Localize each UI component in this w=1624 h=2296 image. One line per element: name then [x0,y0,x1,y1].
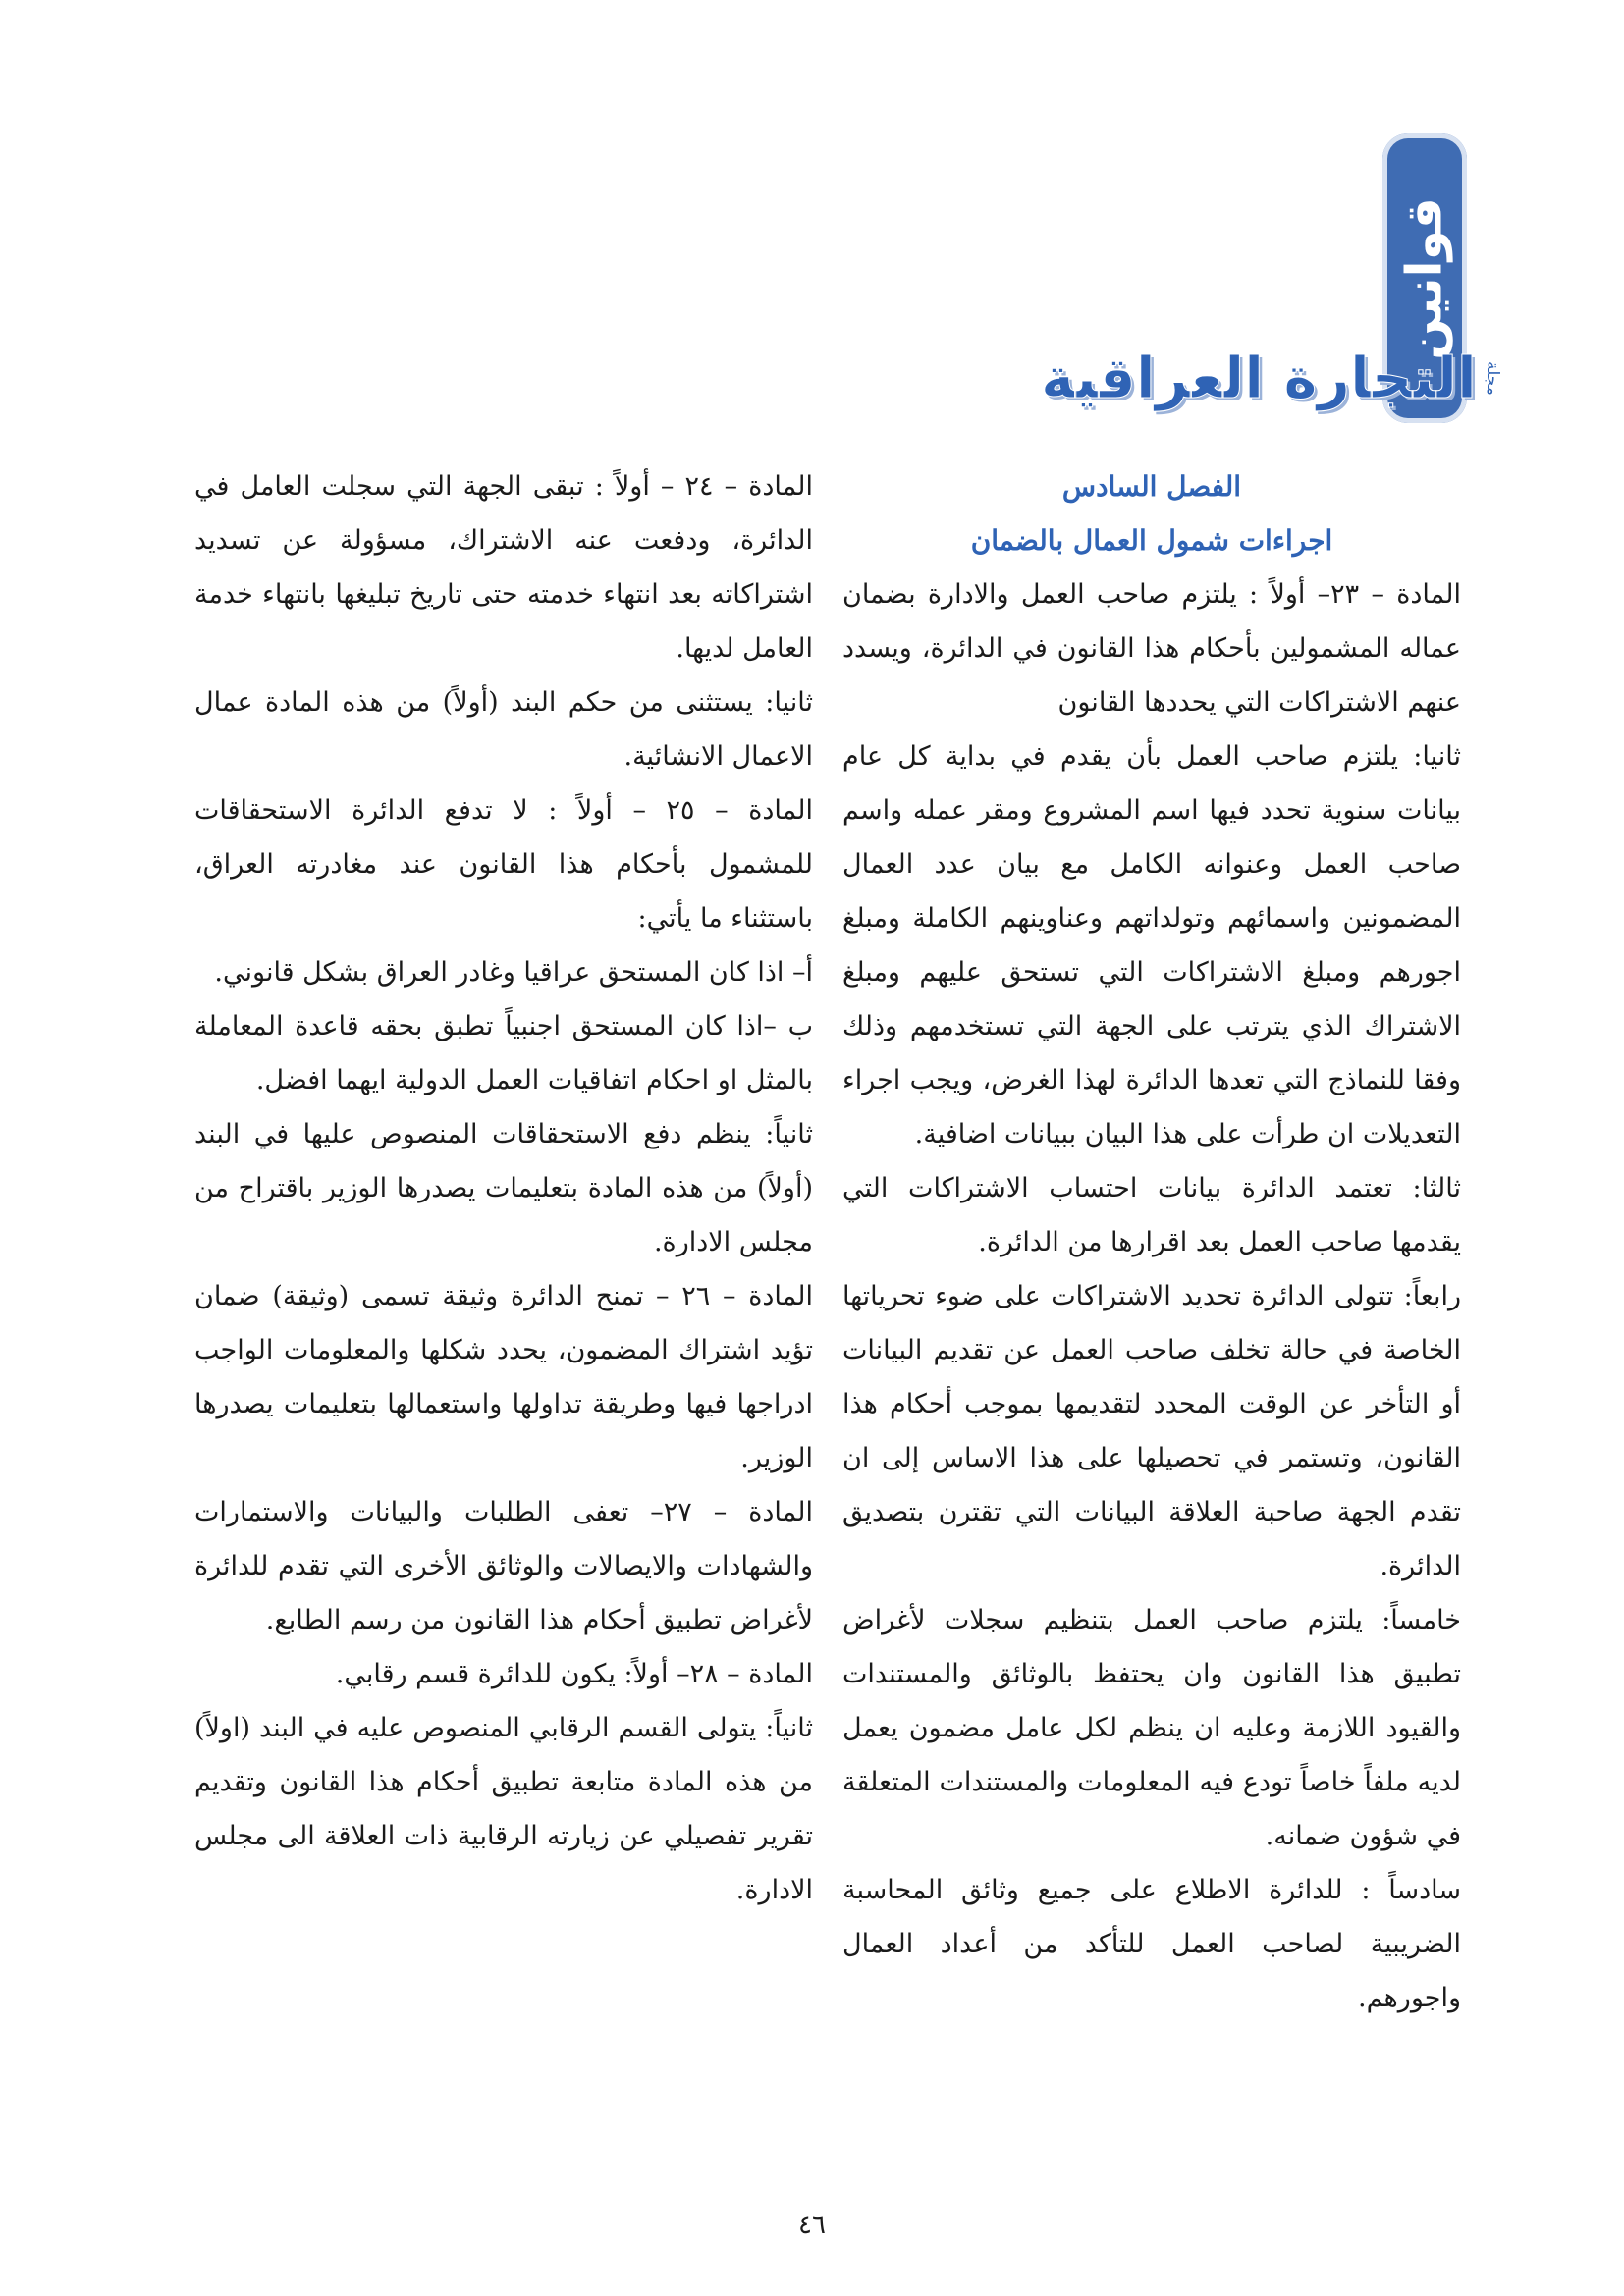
chapter-subtitle: اجراءات شمول العمال بالضمان [970,524,1333,557]
right-column [842,459,1461,2025]
article-paragraph: ثانياً: ينظم دفع الاستحقاقات المنصوص عليها في البند (أولاً) من هذه المادة بتعليمات يصدرها الوزير باقتراح من مجلس الادارة. [194,1119,813,1257]
article-paragraph: ثالثا: تعتمد الدائرة بيانات احتساب الاشتراكات التي يقدمها صاحب العمل بعد اقرارها من الدائرة. [842,1173,1461,1257]
article-paragraph: المادة – ٢٥ – أولاً : لا تدفع الدائرة الاستحقاقات للمشمول بأحكام هذا القانون عند مغادرته العراق، باستثناء ما يأتي: [194,795,813,934]
section-tab-label: قوانين [1396,196,1453,360]
article-paragraph: ب –اذا كان المستحق اجنبياً تطبق بحقه قاعدة المعاملة بالمثل او احكام اتفاقيات العمل الدولية ايهما افضل. [194,1011,813,1095]
article-paragraph: سادساً : للدائرة الاطلاع على جميع وثائق المحاسبة الضريبية لصاحب العمل للتأكد من أعداد العمال واجورهم. [842,1875,1461,2013]
article-paragraph: أ– اذا كان المستحق عراقيا وغادر العراق بشكل قانوني. [214,957,813,988]
magazine-logo-small: مجلة [1482,360,1502,396]
article-paragraph: ثانيا: يستثنى من حكم البند (أولاً) من هذه المادة عمال الاعمال الانشائية. [194,687,813,772]
article-paragraph: ثانيا: يلتزم صاحب العمل بأن يقدم في بداية كل عام بيانات سنوية تحدد فيها اسم المشروع ومقر عمله واسم صاحب العمل وعنوانه الكامل مع بيان عدد العمال المضمونين واسمائهم وتولداتهم وعناوينهم الكاملة ومبلغ اجورهم ومبلغ الاشتراكات التي تستحق عليهم ومبلغ الاشتراك الذي يترتب على الجهة التي تستخدمهم وذلك وفقا للنماذج التي تعدها الدائرة لهذا الغرض، ويجب اجراء التعديلات ان طرأت على هذا البيان ببيانات اضافية. [842,741,1461,1149]
article-paragraph: المادة – ٢٧– تعفى الطلبات والبيانات والاستمارات والشهادات والايصالات والوثائق الأخرى التي تقدم للدائرة لأغراض تطبيق أحكام هذا القانون من رسم الطابع. [194,1497,813,1635]
article-paragraph: المادة – ٢٤ – أولاً : تبقى الجهة التي سجلت العامل في الدائرة، ودفعت عنه الاشتراك، مسؤولة عن تسديد اشتراكاته بعد انتهاء خدمته حتى تاريخ تبليغها بانتهاء خدمة العامل لديها. [194,471,813,664]
page-number: ٤٦ [798,2211,826,2240]
chapter-title: الفصل السادس [1061,470,1242,503]
magazine-logo [1041,334,1502,422]
magazine-logo-title: التجارة العراقية [1041,345,1477,411]
article-paragraph: المادة – ٢٨– أولاً: يكون للدائرة قسم رقابي. [335,1659,813,1689]
article-paragraph: المادة – ٢٣– أولاً : يلتزم صاحب العمل والادارة بضمان عماله المشمولين بأحكام هذا القانون في الدائرة، ويسدد عنهم الاشتراكات التي يحددها القانون [842,579,1461,718]
left-column [194,459,813,1917]
article-paragraph: ثانياً: يتولى القسم الرقابي المنصوص عليه في البند (اولاً) من هذه المادة متابعة تطبيق أحكام هذا القانون وتقديم تقرير تفصيلي عن زيارته الرقابية ذات العلاقة الى مجلس الادارة. [194,1713,813,1905]
article-paragraph: المادة – ٢٦ – تمنح الدائرة وثيقة تسمى (وثيقة) ضمان تؤيد اشتراك المضمون، يحدد شكلها والمعلومات الواجب ادراجها فيها وطريقة تداولها واستعمالها بتعليمات يصدرها الوزير. [194,1281,813,1473]
article-paragraph: رابعاً: تتولى الدائرة تحديد الاشتراكات على ضوء تحرياتها الخاصة في حالة تخلف صاحب العمل عن تقديم البيانات أو التأخر عن الوقت المحدد لتقديمها بموجب أحكام هذا القانون، وتستمر في تحصيلها على هذا الاساس إلى ان تقدم الجهة صاحبة العلاقة البيانات التي تقترن بتصديق الدائرة. [842,1281,1461,1581]
article-paragraph: خامساً: يلتزم صاحب العمل بتنظيم سجلات لأغراض تطبيق هذا القانون وان يحتفظ بالوثائق والمستندات والقيود اللازمة وعليه ان ينظم لكل عامل مضمون يعمل لديه ملفاً خاصاً تودع فيه المعلومات والمستندات المتعلقة في شؤون ضمانه. [842,1605,1461,1851]
